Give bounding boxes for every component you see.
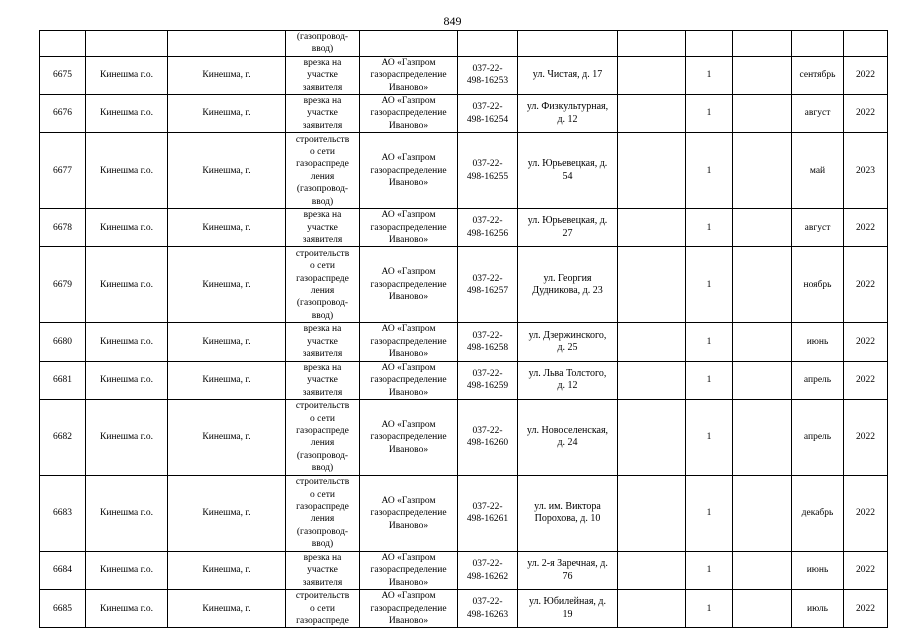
cell-work-type: врезка на участке заявителя xyxy=(286,56,360,94)
cell-year: 2022 xyxy=(844,475,888,551)
table-row xyxy=(40,399,888,475)
cell-quantity: 1 xyxy=(686,209,733,247)
cell-locality: Кинешма, г. xyxy=(168,56,286,94)
cell-quantity: 1 xyxy=(686,399,733,475)
cell-month: июнь xyxy=(792,551,844,589)
cell-month: декабрь xyxy=(792,475,844,551)
cell-year: 2022 xyxy=(844,95,888,133)
cell-locality: Кинешма, г. xyxy=(168,323,286,361)
cell-code: 037-22- 498-16255 xyxy=(458,133,518,209)
cell-number: 6679 xyxy=(40,247,86,323)
cell-locality: Кинешма, г. xyxy=(168,551,286,589)
cell-empty xyxy=(618,133,686,209)
cell-quantity: 1 xyxy=(686,133,733,209)
cell-month: ноябрь xyxy=(792,247,844,323)
cell-organization: АО «Газпром газораспределение Иваново» xyxy=(360,247,458,323)
cell-quantity: 1 xyxy=(686,551,733,589)
cell-district: Кинешма г.о. xyxy=(86,209,168,247)
cell-organization xyxy=(360,31,458,57)
cell-address xyxy=(518,31,618,57)
cell-year: 2022 xyxy=(844,399,888,475)
table-row xyxy=(40,209,888,247)
cell-locality: Кинешма, г. xyxy=(168,590,286,628)
table-row xyxy=(40,133,888,209)
cell-empty xyxy=(733,551,792,589)
cell-code: 037-22- 498-16259 xyxy=(458,361,518,399)
cell-empty xyxy=(618,475,686,551)
cell-address: ул. Георгия Дудникова, д. 23 xyxy=(518,247,618,323)
cell-month: август xyxy=(792,95,844,133)
cell-address: ул. Юрьевецкая, д. 27 xyxy=(518,209,618,247)
cell-code: 037-22- 498-16258 xyxy=(458,323,518,361)
table-row xyxy=(40,95,888,133)
cell-address: ул. Юбилейная, д. 19 xyxy=(518,590,618,628)
cell-work-type: строительств о сети газораспреде ления (газопровод- ввод) xyxy=(286,247,360,323)
cell-empty xyxy=(618,56,686,94)
cell-month xyxy=(792,31,844,57)
cell-empty xyxy=(618,31,686,57)
cell-empty xyxy=(618,551,686,589)
cell-quantity: 1 xyxy=(686,56,733,94)
cell-quantity: 1 xyxy=(686,590,733,628)
cell-month: июль xyxy=(792,590,844,628)
cell-empty xyxy=(733,56,792,94)
cell-district: Кинешма г.о. xyxy=(86,551,168,589)
cell-district: Кинешма г.о. xyxy=(86,590,168,628)
cell-year: 2022 xyxy=(844,56,888,94)
cell-empty xyxy=(733,247,792,323)
cell-locality: Кинешма, г. xyxy=(168,95,286,133)
cell-address: ул. Чистая, д. 17 xyxy=(518,56,618,94)
cell-address: ул. Новоселенская, д. 24 xyxy=(518,399,618,475)
cell-code xyxy=(458,31,518,57)
cell-empty xyxy=(733,209,792,247)
cell-district: Кинешма г.о. xyxy=(86,475,168,551)
cell-work-type: строительств о сети газораспреде xyxy=(286,590,360,628)
cell-address: ул. Юрьевецкая, д. 54 xyxy=(518,133,618,209)
cell-code: 037-22- 498-16256 xyxy=(458,209,518,247)
continuation-row xyxy=(40,31,888,57)
registry-table xyxy=(39,30,888,628)
cell-year: 2023 xyxy=(844,133,888,209)
cell-work-type: строительств о сети газораспреде ления (газопровод- ввод) xyxy=(286,475,360,551)
cell-organization: АО «Газпром газораспределение Иваново» xyxy=(360,551,458,589)
table-row xyxy=(40,247,888,323)
cell-locality xyxy=(168,31,286,57)
cell-organization: АО «Газпром газораспределение Иваново» xyxy=(360,399,458,475)
cell-organization: АО «Газпром газораспределение Иваново» xyxy=(360,56,458,94)
cell-empty xyxy=(618,95,686,133)
cell-quantity xyxy=(686,31,733,57)
table-row xyxy=(40,590,888,628)
cell-empty xyxy=(733,95,792,133)
table-row xyxy=(40,551,888,589)
cell-month: апрель xyxy=(792,361,844,399)
cell-district: Кинешма г.о. xyxy=(86,399,168,475)
cell-month: июнь xyxy=(792,323,844,361)
cell-code: 037-22- 498-16257 xyxy=(458,247,518,323)
cell-month: август xyxy=(792,209,844,247)
cell-number: 6680 xyxy=(40,323,86,361)
cell-code: 037-22- 498-16254 xyxy=(458,95,518,133)
cell-work-type: врезка на участке заявителя xyxy=(286,209,360,247)
cell-code: 037-22- 498-16261 xyxy=(458,475,518,551)
cell-district: Кинешма г.о. xyxy=(86,247,168,323)
cell-empty xyxy=(733,133,792,209)
cell-locality: Кинешма, г. xyxy=(168,361,286,399)
cell-empty xyxy=(733,399,792,475)
cell-year: 2022 xyxy=(844,323,888,361)
cell-address: ул. 2-я Заречная, д. 76 xyxy=(518,551,618,589)
cell-code: 037-22- 498-16262 xyxy=(458,551,518,589)
cell-work-type: (газопровод- ввод) xyxy=(286,31,360,57)
cell-year: 2022 xyxy=(844,247,888,323)
cell-locality: Кинешма, г. xyxy=(168,209,286,247)
cell-empty xyxy=(618,209,686,247)
cell-number: 6676 xyxy=(40,95,86,133)
cell-organization: АО «Газпром газораспределение Иваново» xyxy=(360,590,458,628)
table-row xyxy=(40,323,888,361)
cell-number: 6683 xyxy=(40,475,86,551)
cell-year: 2022 xyxy=(844,361,888,399)
cell-address: ул. им. Виктора Порохова, д. 10 xyxy=(518,475,618,551)
cell-locality: Кинешма, г. xyxy=(168,475,286,551)
cell-number: 6675 xyxy=(40,56,86,94)
cell-district: Кинешма г.о. xyxy=(86,323,168,361)
cell-address: ул. Физкультурная, д. 12 xyxy=(518,95,618,133)
cell-quantity: 1 xyxy=(686,95,733,133)
cell-locality: Кинешма, г. xyxy=(168,133,286,209)
page-number: 849 xyxy=(443,14,462,28)
cell-organization: АО «Газпром газораспределение Иваново» xyxy=(360,475,458,551)
table-row xyxy=(40,56,888,94)
cell-number xyxy=(40,31,86,57)
cell-work-type: врезка на участке заявителя xyxy=(286,361,360,399)
cell-number: 6685 xyxy=(40,590,86,628)
cell-work-type: строительств о сети газораспреде ления (газопровод- ввод) xyxy=(286,399,360,475)
cell-work-type: врезка на участке заявителя xyxy=(286,323,360,361)
cell-empty xyxy=(618,361,686,399)
cell-empty xyxy=(618,399,686,475)
cell-number: 6678 xyxy=(40,209,86,247)
cell-quantity: 1 xyxy=(686,247,733,323)
cell-code: 037-22- 498-16253 xyxy=(458,56,518,94)
cell-district: Кинешма г.о. xyxy=(86,133,168,209)
cell-address: ул. Дзержинского, д. 25 xyxy=(518,323,618,361)
cell-empty xyxy=(733,475,792,551)
cell-month: апрель xyxy=(792,399,844,475)
table-row xyxy=(40,475,888,551)
cell-year: 2022 xyxy=(844,551,888,589)
cell-year xyxy=(844,31,888,57)
cell-quantity: 1 xyxy=(686,475,733,551)
cell-year: 2022 xyxy=(844,590,888,628)
cell-empty xyxy=(733,31,792,57)
cell-empty xyxy=(733,590,792,628)
cell-address: ул. Льва Толстого, д. 12 xyxy=(518,361,618,399)
cell-district: Кинешма г.о. xyxy=(86,361,168,399)
cell-organization: АО «Газпром газораспределение Иваново» xyxy=(360,133,458,209)
cell-empty xyxy=(733,361,792,399)
cell-month: сентябрь xyxy=(792,56,844,94)
cell-work-type: врезка на участке заявителя xyxy=(286,95,360,133)
cell-empty xyxy=(618,247,686,323)
cell-organization: АО «Газпром газораспределение Иваново» xyxy=(360,95,458,133)
cell-work-type: строительств о сети газораспреде ления (газопровод- ввод) xyxy=(286,133,360,209)
cell-number: 6684 xyxy=(40,551,86,589)
cell-number: 6681 xyxy=(40,361,86,399)
cell-district: Кинешма г.о. xyxy=(86,56,168,94)
cell-number: 6677 xyxy=(40,133,86,209)
table-row xyxy=(40,361,888,399)
cell-quantity: 1 xyxy=(686,361,733,399)
cell-empty xyxy=(618,590,686,628)
cell-locality: Кинешма, г. xyxy=(168,399,286,475)
table-body xyxy=(40,31,888,628)
cell-work-type: врезка на участке заявителя xyxy=(286,551,360,589)
cell-code: 037-22- 498-16260 xyxy=(458,399,518,475)
cell-empty xyxy=(733,323,792,361)
cell-quantity: 1 xyxy=(686,323,733,361)
cell-organization: АО «Газпром газораспределение Иваново» xyxy=(360,361,458,399)
cell-month: май xyxy=(792,133,844,209)
cell-district xyxy=(86,31,168,57)
cell-code: 037-22- 498-16263 xyxy=(458,590,518,628)
cell-locality: Кинешма, г. xyxy=(168,247,286,323)
cell-organization: АО «Газпром газораспределение Иваново» xyxy=(360,323,458,361)
cell-empty xyxy=(618,323,686,361)
cell-district: Кинешма г.о. xyxy=(86,95,168,133)
cell-number: 6682 xyxy=(40,399,86,475)
cell-organization: АО «Газпром газораспределение Иваново» xyxy=(360,209,458,247)
cell-year: 2022 xyxy=(844,209,888,247)
